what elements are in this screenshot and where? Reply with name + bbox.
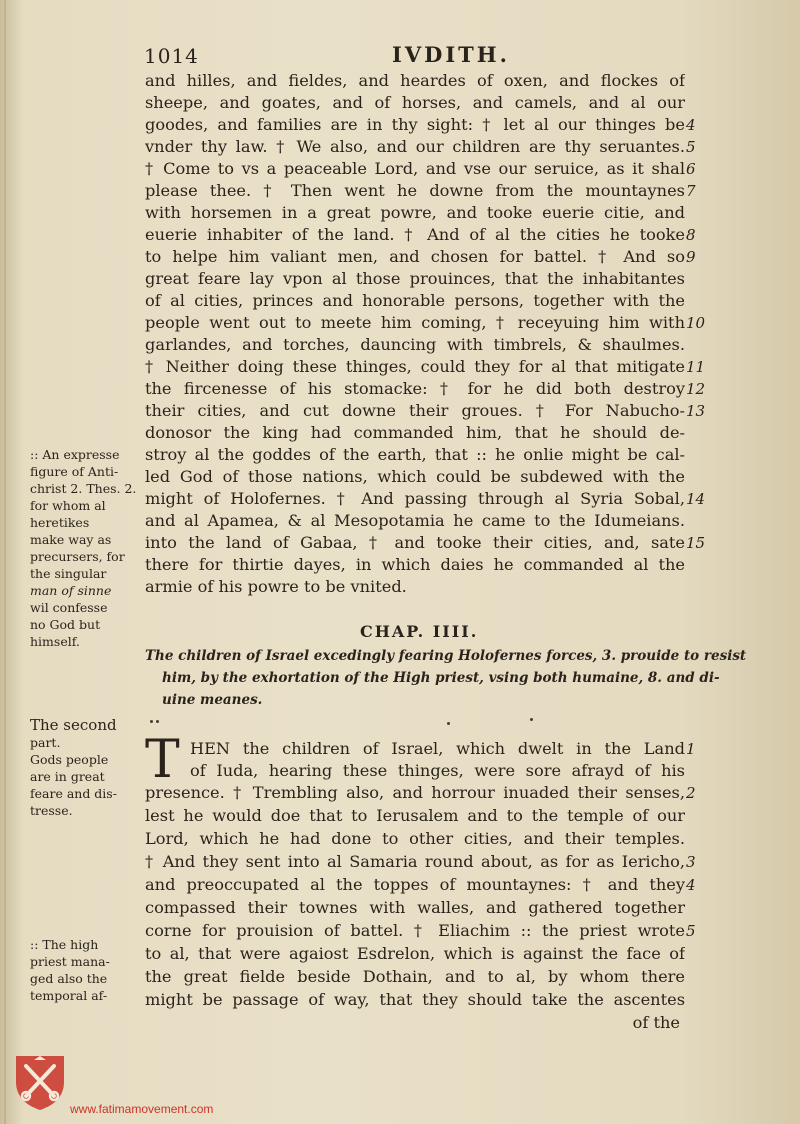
summary-line: him, by the exhortation of the High priest, vsing both humaine, 8. and di- <box>162 670 720 686</box>
body-line: and preoccupated al the toppes of mountaynes: † and they <box>145 875 685 894</box>
ornament-dot <box>150 720 153 723</box>
verse-number: 5 <box>686 922 696 940</box>
note-line: heretikes <box>30 515 90 530</box>
catchword: of the <box>632 1013 680 1032</box>
running-title: IVDITH. <box>392 42 510 67</box>
summary-line: uine meanes. <box>162 692 263 708</box>
note-line: christ 2. Thes. 2. <box>30 481 137 496</box>
body-line: and hilles, and fieldes, and heardes of oxen, and flockes of <box>145 71 685 90</box>
verse-number: 10 <box>686 314 706 332</box>
body-line: † And they sent into al Samaria round about, as for as Iericho, <box>145 852 685 871</box>
verse-number: 8 <box>686 226 696 244</box>
verse-number: 12 <box>686 380 706 398</box>
margin-note-second-part <box>30 717 142 819</box>
verse-number: 7 <box>686 182 696 200</box>
margin-note-high-priest <box>30 936 142 1004</box>
verse-number: 4 <box>686 116 696 134</box>
note-line: figure of Anti- <box>30 464 119 479</box>
summary-line: The children of Israel excedingly fearing Holofernes forces, 3. prouide to resist <box>145 648 747 664</box>
body-line: to al, that were agaiost Esdrelon, which is against the face of <box>145 944 685 963</box>
note-line: the singular <box>30 566 107 581</box>
note-line: tresse. <box>30 803 73 818</box>
note-line: priest mana- <box>30 954 110 969</box>
body-line: with horsemen in a great powre, and tooke euerie citie, and <box>145 203 685 222</box>
body-line: garlandes, and torches, dauncing with timbrels, & shaulmes. <box>145 335 685 354</box>
page-number: 1014 <box>144 44 199 68</box>
body-line: there for thirtie dayes, in which daies he commanded al the <box>145 555 685 574</box>
drop-cap: T <box>145 730 180 790</box>
body-line: might of Holofernes. † And passing through al Syria Sobal, <box>145 489 685 508</box>
verse-number: 11 <box>686 358 706 376</box>
verse-number: 15 <box>686 534 706 552</box>
page-spine-shadow <box>4 0 6 1124</box>
body-line: the great fielde beside Dothain, and to al, by whom there <box>145 967 685 986</box>
body-line: into the land of Gabaa, † and tooke their cities, and, sate <box>145 533 685 552</box>
page-header <box>0 42 800 72</box>
note-line: wil confesse <box>30 600 108 615</box>
body-line: please thee. † Then went he downe from the mountaynes <box>145 181 685 200</box>
note-line: feare and dis- <box>30 786 117 801</box>
note-line: temporal af- <box>30 988 108 1003</box>
note-line: make way as <box>30 532 112 547</box>
body-line: the fircenesse of his stomacke: † for he did both destroy <box>145 379 685 398</box>
body-line: armie of his powre to be vnited. <box>145 577 407 596</box>
body-line: compassed their townes with walles, and gathered together <box>145 898 685 917</box>
note-line: for whom al <box>30 498 106 513</box>
note-line: :: An expresse <box>30 447 120 462</box>
body-line: sheepe, and goates, and of horses, and camels, and al our <box>145 93 685 112</box>
note-line: precursers, for <box>30 549 125 564</box>
verse-number: 14 <box>686 490 706 508</box>
body-line: Lord, which he had done to other cities, and their temples. <box>145 829 685 848</box>
verse-number: 1 <box>686 740 696 758</box>
note-line: are in great <box>30 769 105 784</box>
body-line: stroy al the goddes of the earth, that :: he onlie might be cal- <box>145 445 685 464</box>
verse-number: 4 <box>686 876 696 894</box>
note-line: part. <box>30 735 61 750</box>
body-line: led God of those nations, which could be subdewed with the <box>145 467 685 486</box>
body-line: their cities, and cut downe their groues. † For Nabucho- <box>145 401 685 420</box>
chapter-heading: CHAP. IIII. <box>360 622 479 641</box>
verse-number: 13 <box>686 402 706 420</box>
body-line: † Come to vs a peaceable Lord, and vse our seruice, as it shal <box>145 159 685 178</box>
body-line: corne for prouision of battel. † Eliachim :: the priest wrote <box>145 921 685 940</box>
note-line: no God but <box>30 617 101 632</box>
body-line: presence. † Trembling also, and horrour inuaded their senses, <box>145 783 685 802</box>
body-line: people went out to meete him coming, † receyuing him with <box>145 313 685 332</box>
ornament-dot <box>530 718 533 721</box>
ornament-dot <box>447 722 450 725</box>
verse-number: 3 <box>686 853 696 871</box>
body-line: great feare lay vpon al those prouinces, that the inhabitantes <box>145 269 685 288</box>
verse-number: 5 <box>686 138 696 156</box>
note-line: ged also the <box>30 971 108 986</box>
ornament-dot <box>156 720 159 723</box>
watermark-url[interactable]: www.fatimamovement.com <box>70 1102 214 1116</box>
body-line: goodes, and families are in thy sight: † let al our thinges be <box>145 115 685 134</box>
verse-number: 9 <box>686 248 696 266</box>
margin-note-antichrist <box>30 446 142 650</box>
note-line: :: The high <box>30 937 99 952</box>
body-line: donosor the king had commanded him, that he should de- <box>145 423 685 442</box>
body-line: of al cities, princes and honorable persons, together with the <box>145 291 685 310</box>
note-line: Gods people <box>30 752 109 767</box>
body-line: might be passage of way, that they should take the ascentes <box>145 990 685 1009</box>
note-line: man of sinne <box>30 583 112 598</box>
body-line: HEN the children of Israel, which dwelt in the Land <box>190 739 685 758</box>
body-line: euerie inhabiter of the land. † And of al the cities he tooke <box>145 225 685 244</box>
body-line: of Iuda, hearing these thinges, were sore afrayd of his <box>190 761 685 780</box>
papal-keys-shield-icon <box>12 1052 68 1112</box>
body-line: † Neither doing these thinges, could they for al that mitigate <box>145 357 685 376</box>
body-line: to helpe him valiant men, and chosen for battel. † And so <box>145 247 685 266</box>
note-line: himself. <box>30 634 80 649</box>
body-line: and al Apamea, & al Mesopotamia he came to the Idumeians. <box>145 511 685 530</box>
body-line: lest he would doe that to Ierusalem and to the temple of our <box>145 806 685 825</box>
verse-number: 6 <box>686 160 696 178</box>
note-line: The second <box>30 716 117 734</box>
body-line: vnder thy law. † We also, and our children are thy seruantes. <box>145 137 685 156</box>
verse-number: 2 <box>686 784 696 802</box>
